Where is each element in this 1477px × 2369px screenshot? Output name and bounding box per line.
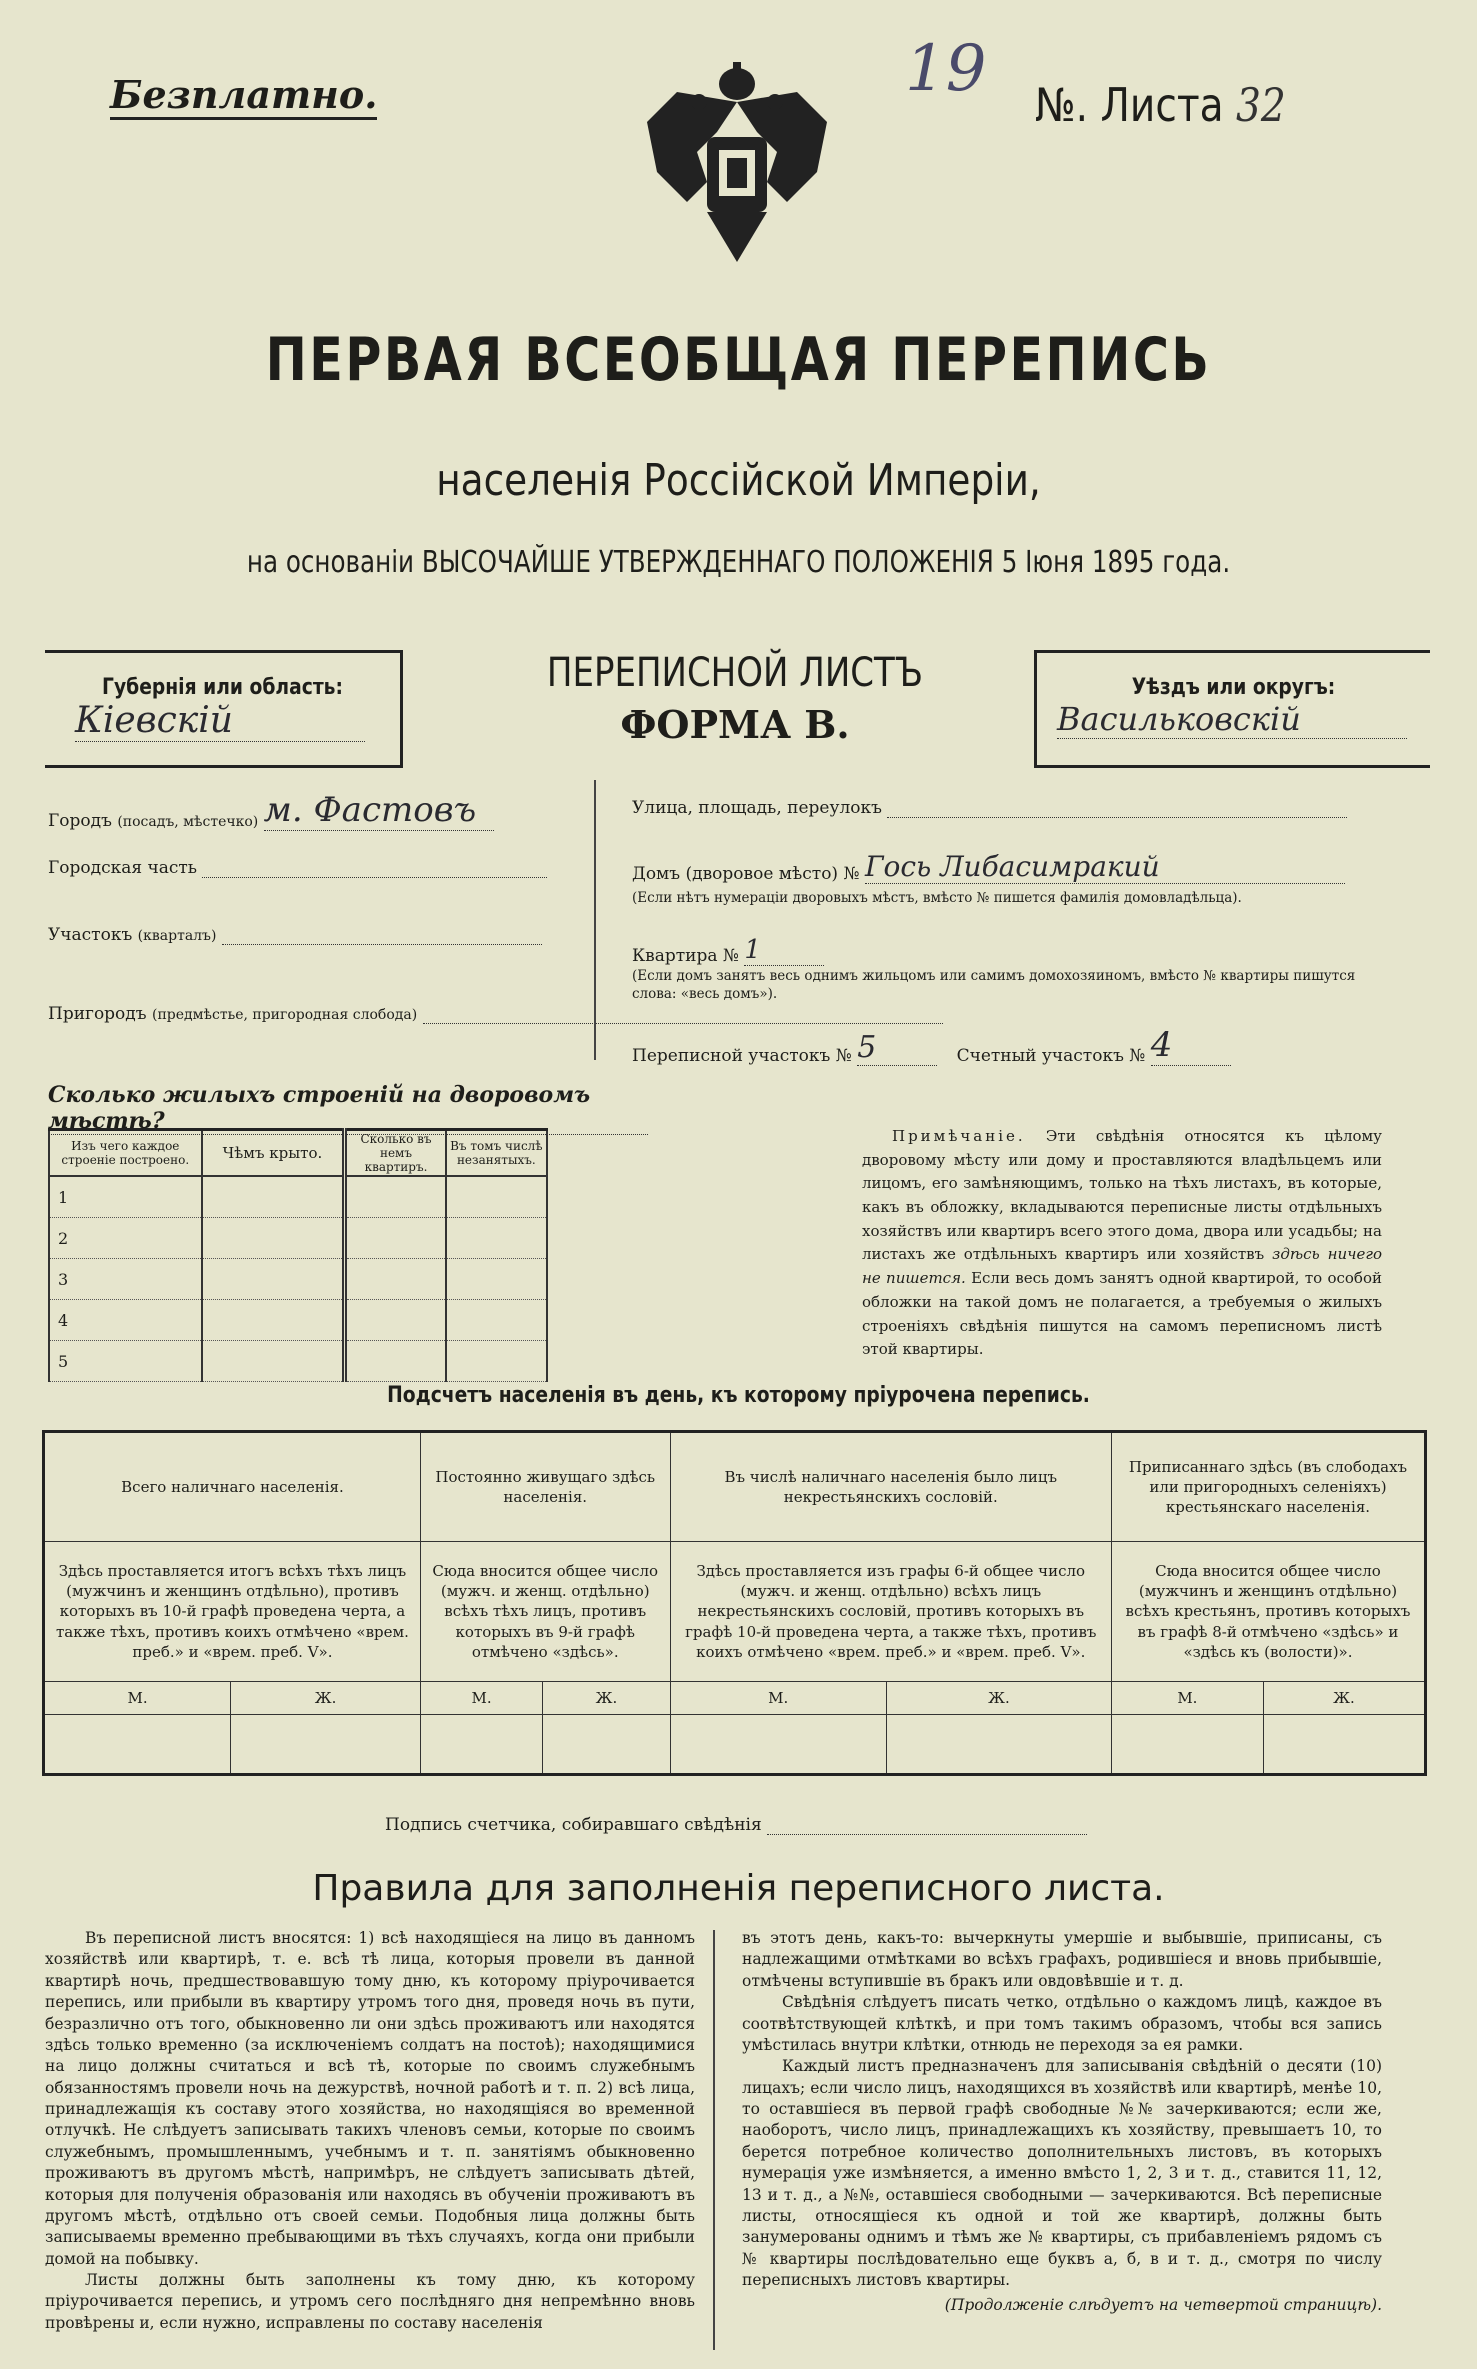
rules-paragraph: Въ переписной листъ вносятся: 1) всѣ находящіеся на лицо въ данномъ хозяйствѣ или квартирѣ, т. е. всѣ тѣ лица, которыя провели въ данной квартирѣ ночь, предшествовавшую тому дню, къ которому пріурочивается перепись, или прибыли въ квартиру утромъ того дня, проведя ночь въ пути, безразлично отъ того, обыкновенно ли они здѣсь проживаютъ или находятся здѣсь только временно (за исключеніемъ солдатъ на постоѣ); находящимися на лицо должны считаться и всѣ тѣ, которые по своимъ служебнымъ обязанностямъ провели ночь на дежурствѣ, ночной работѣ и т. п. 2) всѣ лица, принадлежащія къ составу этого хозяйства, но находящіяся во временной отлучкѣ. Не слѣдуетъ записывать такихъ членовъ семьи, которые по своимъ служебнымъ, промышленнымъ, учебнымъ и т. п. занятіямъ обыкновенно проживаютъ въ другомъ мѣстѣ, напримѣръ, не слѣдуетъ записывать дѣтей, которыя для полученія образованія или находясь въ обученіи проживаютъ въ другомъ мѣстѣ, отдѣльно отъ своей семьи. Подобныя лица должны быть записываемы временно пребывающими въ тѣхъ случаяхъ, когда они прибыли домой на побывку.	[45, 1929, 695, 2268]
note-body: Эти свѣдѣнія относятся къ цѣлому дворовому мѣсту или дому и проставляются владѣльцемъ или лицомъ, его замѣняющимъ, только на тѣхъ листахъ, въ которые, какъ въ обложку, вкладываются переписные листы отдѣльныхъ хозяйствъ или квартиръ всего этого дома, двора или усадьбы; на листахъ же отдѣльныхъ квартиръ или хозяйствъ	[862, 1127, 1382, 1264]
female-header: Ж.	[543, 1682, 670, 1715]
male-header: М.	[1111, 1682, 1263, 1715]
row-number: 5	[49, 1341, 202, 1382]
field-value[interactable]	[202, 859, 547, 878]
rules-paragraph: Каждый листъ предназначенъ для записыванія свѣдѣній о десяти (10) лицахъ; если число лицъ, находящихся въ хозяйствѣ или квартирѣ, менѣе 10, то оставшіеся въ первой графѣ свободные №№ зачеркиваются; если же, наоборотъ, число лицъ, принадлежащихъ къ хозяйству, превышаетъ 10, то берется потребное количество дополнительныхъ листовъ, въ которыхъ нумерація уже измѣняется, а именно вмѣсто 1, 2, 3 и т. д., ставится 11, 12, 13 и т. д., а №№, оставшіеся свободными — зачеркиваются. Всѣ переписные листы, относящіеся къ одной и той же квартирѣ, должны быть занумерованы однимъ и тѣмъ же № квартиры, съ прибавленіемъ рядомъ съ № квартиры послѣдовательно еще буквъ а, б, в и т. д., смотря по числу переписныхъ листовъ квартиры.	[742, 2057, 1382, 2289]
rules-paragraph: въ этотъ день, какъ-то: вычеркнуты умершіе и выбывшіе, приписаны, съ надлежащими отмѣтками во всѣхъ графахъ, родившіеся и вновь прибывшіе, отмѣчены вступившіе въ бракъ или овдовѣвшіе и т. д.	[742, 1929, 1382, 1990]
field-value[interactable]: 4	[1151, 1025, 1231, 1066]
rules-paragraph: Свѣдѣнія слѣдуетъ писать четко, отдѣльно о каждомъ лицѣ, каждое въ соотвѣтствующей клѣткѣ, и при томъ такимъ образомъ, чтобы вся запись умѣстилась внутри клѣтки, отнюдь не переходя за ея рамки.	[742, 1993, 1382, 2054]
population-col-title: Всего наличнаго населенія.	[44, 1432, 421, 1542]
row-number: 4	[49, 1300, 202, 1341]
population-values-row[interactable]	[44, 1715, 1426, 1775]
note-emphasis: здѣсь ничего не пишется.	[862, 1245, 1382, 1288]
field-hint: (посадъ, мѣстечко)	[117, 814, 259, 830]
population-col-desc: Сюда вносится общее число (мужч. и женщ. отдѣльно) всѣхъ тѣхъ лицъ, противъ которыхъ въ 9-й графѣ отмѣчено «здѣсь».	[420, 1542, 670, 1682]
field-value[interactable]: 1	[744, 935, 824, 966]
signature-line[interactable]	[767, 1816, 1087, 1835]
field-value[interactable]: Гось Либасимракий	[865, 850, 1345, 884]
rules-title: Правила для заполненія переписного листа.	[312, 1868, 1165, 1909]
buildings-header: Въ томъ числѣ незанятыхъ.	[446, 1130, 547, 1177]
form-title: ПЕРЕПИСНОЙ ЛИСТЪ	[546, 650, 924, 696]
house-note: (Если нѣтъ нумераціи дворовыхъ мѣстъ, вмѣсто № пишется фамилія домовладѣльца).	[632, 890, 1242, 906]
population-col-title: Постоянно живущаго здѣсь населенія.	[420, 1432, 670, 1542]
column-divider	[594, 780, 596, 1060]
imperial-eagle-icon	[637, 62, 837, 277]
field-city[interactable]	[48, 790, 494, 831]
row-number: 2	[49, 1218, 202, 1259]
handwritten-number: 19	[905, 32, 987, 106]
apartment-note: (Если домъ занятъ весь однимъ жильцомъ или самимъ домохозяиномъ, вмѣсто № квартиры пишутся слова: «весь домъ»).	[632, 968, 1356, 1002]
field-city-part[interactable]	[48, 858, 547, 878]
field-value[interactable]: 5	[857, 1030, 937, 1066]
rules-right-column	[742, 1928, 1382, 2317]
free-label: Безплатно.	[110, 72, 377, 120]
form-letter: ФОРМА В.	[620, 702, 850, 747]
field-hint: (предмѣстье, пригородная слобода)	[152, 1007, 418, 1023]
field-value[interactable]	[222, 926, 542, 945]
table-row[interactable]	[49, 1341, 547, 1382]
field-label: Счетный участокъ №	[956, 1046, 1146, 1066]
female-header: Ж.	[886, 1682, 1111, 1715]
signature-label: Подпись счетчика, собиравшаго свѣдѣнія	[385, 1815, 762, 1835]
field-house[interactable]	[632, 850, 1345, 884]
district-label: Уѣздъ или округъ:	[1131, 675, 1336, 700]
buildings-table	[48, 1128, 548, 1382]
table-row[interactable]	[49, 1176, 547, 1218]
table-row[interactable]	[49, 1259, 547, 1300]
row-number: 3	[49, 1259, 202, 1300]
field-label: Улица, площадь, переулокъ	[632, 798, 882, 818]
note-title: Примѣчаніе.	[892, 1127, 1026, 1145]
main-title: ПЕРВАЯ ВСЕОБЩАЯ ПЕРЕПИСЬ	[265, 325, 1212, 395]
field-census-area[interactable]	[632, 1025, 1231, 1066]
table-row[interactable]	[49, 1300, 547, 1341]
rules-continuation: (Продолженіе слѣдуетъ на четвертой страницѣ).	[944, 2296, 1382, 2315]
legal-basis: на основаніи ВЫСОЧАЙШЕ УТВЕРЖДЕННАГО ПОЛОЖЕНІЯ 5 Іюня 1895 года.	[246, 545, 1231, 580]
male-header: М.	[670, 1682, 886, 1715]
buildings-header: Сколько въ немъ квартиръ.	[345, 1130, 446, 1177]
population-col-desc: Здѣсь проставляется итогъ всѣхъ тѣхъ лицъ (мужчинъ и женщинъ отдѣльно), противъ которыхъ въ 10-й графѣ проведена черта, а также тѣхъ, противъ коихъ отмѣчено «врем. преб.» и «врем. преб. V».	[44, 1542, 421, 1682]
sheet-number-label: №. Листа	[1035, 78, 1224, 132]
row-number: 1	[49, 1176, 202, 1218]
population-col-title: Въ числѣ наличнаго населенія было лицъ некрестьянскихъ сословій.	[670, 1432, 1111, 1542]
rules-left-column	[45, 1928, 695, 2334]
sheet-number-value: 32	[1236, 78, 1286, 132]
buildings-header: Изъ чего каждое строеніе построено.	[49, 1130, 202, 1177]
sheet-number	[1035, 78, 1286, 132]
field-label: Переписной участокъ №	[632, 1046, 852, 1066]
table-row[interactable]	[49, 1218, 547, 1259]
rules-paragraph: Листы должны быть заполнены къ тому дню, къ которому пріурочивается перепись, и утромъ сего послѣдняго дня непремѣнно вновь провѣрены и, если нужно, исправлены по составу населенія	[45, 2271, 695, 2332]
male-header: М.	[44, 1682, 231, 1715]
subtitle: населенія Россійской Имперіи,	[436, 455, 1041, 506]
district-value: Васильковскій	[1057, 700, 1407, 739]
female-header: Ж.	[231, 1682, 421, 1715]
note-text	[862, 1125, 1382, 1362]
female-header: Ж.	[1263, 1682, 1425, 1715]
province-value: Кіевскій	[75, 700, 365, 742]
population-col-desc: Здѣсь проставляется изъ графы 6-й общее число (мужч. и женщ. отдѣльно) всѣхъ лицъ некрестьянскихъ сословій, противъ которыхъ въ графѣ 10-й проведена черта, а также тѣхъ, противъ коихъ отмѣчено «врем. преб.» и «врем. преб. V».	[670, 1542, 1111, 1682]
form-header-box	[45, 650, 1427, 768]
field-value[interactable]	[887, 799, 1347, 818]
field-street[interactable]	[632, 798, 1347, 818]
field-hint: (кварталъ)	[137, 928, 217, 944]
male-header: М.	[420, 1682, 542, 1715]
population-col-desc: Сюда вносится общее число (мужчинъ и женщинъ отдѣльно) всѣхъ крестьянъ, противъ которыхъ въ графѣ 8-й отмѣчено «здѣсь» и «здѣсь къ (волости)».	[1111, 1542, 1425, 1682]
field-precinct[interactable]	[48, 925, 542, 945]
field-label: Квартира №	[632, 946, 739, 966]
buildings-header: Чѣмъ крыто.	[202, 1130, 345, 1177]
population-col-title: Приписаннаго здѣсь (въ слободахъ или пригородныхъ селеніяхъ) крестьянскаго населенія.	[1111, 1432, 1425, 1542]
field-label: Городская часть	[48, 858, 198, 878]
field-label: Домъ (дворовое мѣсто) №	[632, 864, 860, 884]
population-table	[42, 1430, 1427, 1776]
field-value[interactable]: м. Фастовъ	[264, 790, 494, 831]
population-heading: Подсчетъ населенія въ день, къ которому пріурочена перепись.	[387, 1383, 1090, 1408]
signature-field[interactable]	[385, 1815, 1087, 1835]
province-label: Губернія или область:	[102, 675, 343, 700]
field-label: Участокъ	[48, 925, 133, 945]
note-body: Если весь домъ занятъ одной квартирой, то особой обложки на такой домъ не полагается, а требуемыя о жилыхъ строеніяхъ свѣдѣнія пишутся на самомъ переписномъ листѣ этой квартиры.	[862, 1269, 1382, 1359]
field-label: Пригородъ	[48, 1004, 147, 1024]
field-apartment[interactable]	[632, 935, 824, 966]
field-label: Городъ	[48, 811, 112, 831]
column-divider	[713, 1930, 715, 2350]
buildings-question: Сколько жилыхъ строеній на дворовомъ мѣстѣ?	[48, 1082, 648, 1135]
